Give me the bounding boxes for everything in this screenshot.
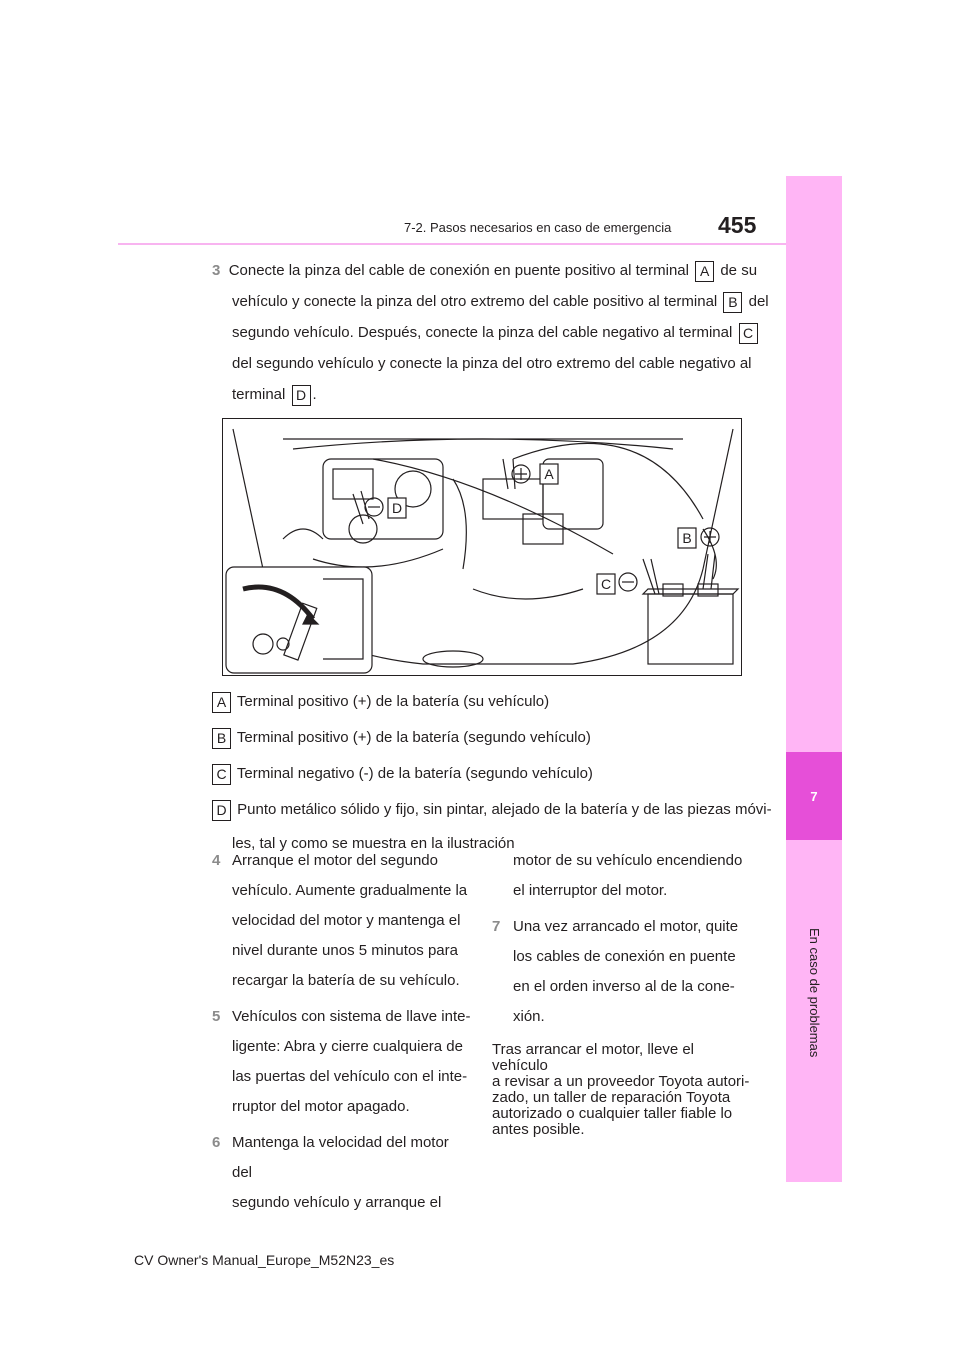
chapter-number: 7: [810, 788, 818, 804]
step-number: 3: [212, 262, 221, 279]
para-line: zado, un taller de reparación Toyota: [492, 1089, 731, 1106]
step-line: Arranque el motor del segundo: [232, 852, 438, 869]
step-text: del segundo vehículo y conecte la pinza del otro extremo del cable negativo al: [232, 355, 752, 372]
legend-text: Punto metálico sólido y fijo, sin pintar, alejado de la batería y de las piezas móvi-: [237, 801, 772, 818]
legend-text: Terminal positivo (+) de la batería (segundo vehículo): [236, 729, 591, 746]
step-line: el interruptor del motor.: [513, 882, 668, 899]
step-number: 6: [212, 1134, 221, 1151]
para-line: autorizado o cualquier taller fiable lo: [492, 1105, 733, 1122]
step-line: nivel durante unos 5 minutos para: [232, 942, 458, 959]
para-line: antes posible.: [492, 1121, 585, 1138]
legend: [210, 686, 772, 859]
legend-label: C: [212, 764, 231, 785]
legend-text-cont: les, tal y como se muestra en la ilustración: [232, 835, 515, 852]
legend-item: [210, 722, 750, 753]
closing-paragraph: [492, 1042, 752, 1138]
step-line: motor de su vehículo encendiendo: [513, 852, 743, 869]
legend-label: B: [212, 728, 231, 749]
legend-label: A: [212, 692, 231, 713]
para-line: Tras arrancar el motor, lleve el vehículo: [492, 1041, 695, 1074]
legend-label: D: [212, 800, 231, 821]
step-line: segundo vehículo y arranque el: [232, 1194, 442, 1211]
step-text: de su: [720, 262, 758, 279]
step-line: recargar la batería de su vehículo.: [232, 972, 460, 989]
step-line: ligente: Abra y cierre cualquiera de: [232, 1038, 463, 1055]
legend-item: [210, 758, 750, 789]
step-text: Conecte la pinza del cable de conexión en puente positivo al terminal: [228, 262, 689, 279]
chapter-title: En caso de problemas: [807, 928, 822, 1058]
step-6: [212, 1128, 472, 1218]
step-3: [212, 255, 769, 410]
step-6-continued: [492, 846, 752, 906]
label-b-box: B: [723, 292, 742, 313]
figure-label-a: A: [544, 466, 554, 482]
illustration-svg: [223, 419, 742, 676]
step-line: Vehículos con sistema de llave inte-: [232, 1008, 471, 1025]
figure-label-d: D: [391, 500, 403, 516]
step-7: [492, 912, 752, 1032]
right-column: [492, 846, 752, 1138]
step-line: Mantenga la velocidad del motor del: [232, 1134, 449, 1181]
step-line: velocidad del motor y mantenga el: [232, 912, 461, 929]
step-line: en el orden inverso al de la cone-: [513, 978, 735, 995]
step-text: .: [312, 386, 317, 403]
step-line: los cables de conexión en puente: [513, 948, 736, 965]
step-text: terminal: [232, 386, 286, 403]
label-d-box: D: [292, 385, 311, 406]
step-number: 4: [212, 852, 221, 869]
legend-text: Terminal positivo (+) de la batería (su vehículo): [236, 693, 550, 710]
label-a-box: A: [695, 261, 714, 282]
chapter-number-badge: [786, 752, 842, 840]
step-text: segundo vehículo. Después, conecte la pinza del cable negativo al terminal: [232, 324, 733, 341]
footer-text: CV Owner's Manual_Europe_M52N23_es: [134, 1252, 395, 1268]
left-column: [212, 846, 472, 1218]
legend-item: [210, 794, 772, 825]
step-text: vehículo y conecte la pinza del otro extremo del cable positivo al terminal: [232, 293, 718, 310]
step-line: Una vez arrancado el motor, quite: [513, 918, 739, 935]
page-number: 455: [718, 212, 757, 238]
figure-label-b: B: [682, 530, 692, 546]
para-line: a revisar a un proveedor Toyota autori-: [492, 1073, 750, 1090]
step-4: [212, 846, 472, 996]
step-5: [212, 1002, 472, 1122]
label-c-box: C: [739, 323, 758, 344]
figure-label-c: C: [600, 576, 612, 592]
step-number: 7: [492, 918, 501, 935]
step-line: las puertas del vehículo con el inte-: [232, 1068, 468, 1085]
step-number: 5: [212, 1008, 221, 1025]
header-rule: [118, 243, 786, 245]
engine-bay-illustration: [222, 418, 742, 676]
section-title: 7-2. Pasos necesarios en caso de emergencia: [404, 220, 672, 235]
legend-text: Terminal negativo (-) de la batería (segundo vehículo): [236, 765, 593, 782]
step-line: vehículo. Aumente gradualmente la: [232, 882, 468, 899]
step-line: xión.: [513, 1008, 545, 1025]
step-text: del: [748, 293, 769, 310]
step-line: rruptor del motor apagado.: [232, 1098, 410, 1115]
legend-item: [210, 686, 750, 717]
